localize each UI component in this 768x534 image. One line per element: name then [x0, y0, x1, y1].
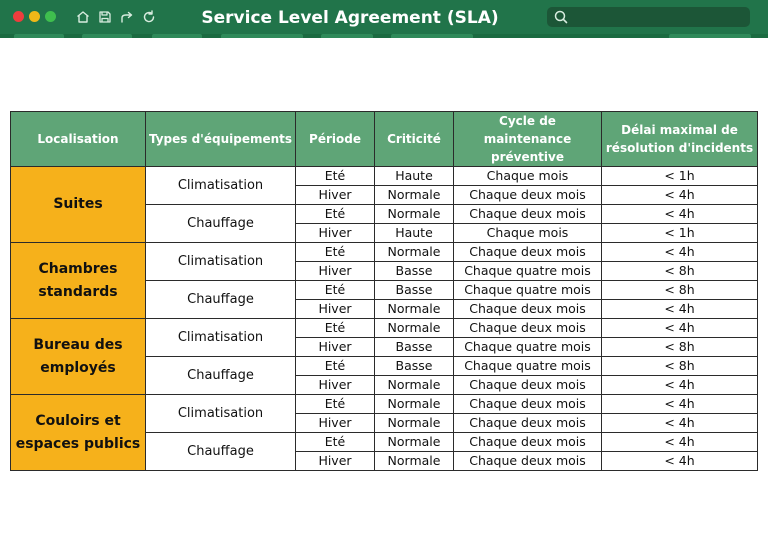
periode-cell: Hiver [296, 262, 375, 281]
periode-cell: Hiver [296, 224, 375, 243]
home-icon[interactable] [75, 9, 91, 25]
table-row [11, 243, 758, 262]
periode-cell: Eté [296, 243, 375, 262]
periode-cell: Hiver [296, 186, 375, 205]
periode-cell: Hiver [296, 300, 375, 319]
criticite-cell: Basse [375, 357, 454, 376]
cycle-cell: Chaque quatre mois [454, 338, 602, 357]
table-header-row [11, 112, 758, 167]
save-icon[interactable] [97, 9, 113, 25]
table-row [11, 167, 758, 186]
location-cell: Bureau des employés [11, 319, 146, 395]
cycle-cell: Chaque deux mois [454, 319, 602, 338]
periode-cell: Eté [296, 281, 375, 300]
delai-cell: < 4h [602, 300, 758, 319]
header-cycle-maintenance: Cycle de maintenance préventive [454, 112, 602, 167]
criticite-cell: Normale [375, 395, 454, 414]
close-window-button[interactable] [13, 11, 24, 22]
periode-cell: Eté [296, 205, 375, 224]
location-cell: Chambres standards [11, 243, 146, 319]
criticite-cell: Normale [375, 300, 454, 319]
cycle-cell: Chaque quatre mois [454, 357, 602, 376]
cycle-cell: Chaque deux mois [454, 414, 602, 433]
header-types-equipements: Types d'équipements [146, 112, 296, 167]
header-delai-resolution: Délai maximal de résolution d'incidents [602, 112, 758, 167]
equipment-type-cell: Chauffage [146, 281, 296, 319]
delai-cell: < 4h [602, 205, 758, 224]
delai-cell: < 4h [602, 433, 758, 452]
equipment-type-cell: Climatisation [146, 243, 296, 281]
criticite-cell: Normale [375, 376, 454, 395]
ribbon-tab[interactable] [221, 34, 303, 38]
periode-cell: Hiver [296, 452, 375, 471]
equipment-type-cell: Climatisation [146, 167, 296, 205]
search-box[interactable] [547, 7, 750, 27]
criticite-cell: Normale [375, 433, 454, 452]
ribbon-tab[interactable] [14, 34, 64, 38]
cycle-cell: Chaque deux mois [454, 300, 602, 319]
cycle-cell: Chaque mois [454, 167, 602, 186]
maximize-window-button[interactable] [45, 11, 56, 22]
cycle-cell: Chaque deux mois [454, 433, 602, 452]
header-criticite: Criticité [375, 112, 454, 167]
equipment-type-cell: Climatisation [146, 319, 296, 357]
location-cell: Suites [11, 167, 146, 243]
refresh-icon[interactable] [141, 9, 157, 25]
periode-cell: Eté [296, 433, 375, 452]
ribbon-tab[interactable] [391, 34, 473, 38]
cycle-cell: Chaque deux mois [454, 243, 602, 262]
delai-cell: < 8h [602, 357, 758, 376]
equipment-type-cell: Climatisation [146, 395, 296, 433]
window-title: Service Level Agreement (SLA) [201, 8, 499, 28]
ribbon-tab[interactable] [321, 34, 373, 38]
delai-cell: < 8h [602, 338, 758, 357]
table-row [11, 395, 758, 414]
cycle-cell: Chaque deux mois [454, 205, 602, 224]
criticite-cell: Normale [375, 243, 454, 262]
delai-cell: < 4h [602, 376, 758, 395]
criticite-cell: Basse [375, 281, 454, 300]
criticite-cell: Normale [375, 186, 454, 205]
sla-table [10, 111, 758, 471]
ribbon-tab[interactable] [82, 34, 132, 38]
delai-cell: < 1h [602, 224, 758, 243]
cycle-cell: Chaque deux mois [454, 376, 602, 395]
criticite-cell: Normale [375, 452, 454, 471]
periode-cell: Hiver [296, 338, 375, 357]
delai-cell: < 4h [602, 319, 758, 338]
criticite-cell: Normale [375, 414, 454, 433]
ribbon-tab[interactable] [669, 34, 751, 38]
location-cell: Couloirs et espaces publics [11, 395, 146, 471]
cycle-cell: Chaque deux mois [454, 395, 602, 414]
header-localisation: Localisation [11, 112, 146, 167]
criticite-cell: Basse [375, 262, 454, 281]
equipment-type-cell: Chauffage [146, 433, 296, 471]
periode-cell: Eté [296, 395, 375, 414]
criticite-cell: Basse [375, 338, 454, 357]
periode-cell: Eté [296, 319, 375, 338]
cycle-cell: Chaque deux mois [454, 452, 602, 471]
delai-cell: < 1h [602, 167, 758, 186]
delai-cell: < 8h [602, 262, 758, 281]
title-bar [0, 0, 768, 38]
periode-cell: Eté [296, 357, 375, 376]
periode-cell: Hiver [296, 414, 375, 433]
criticite-cell: Haute [375, 167, 454, 186]
share-icon[interactable] [119, 9, 135, 25]
criticite-cell: Haute [375, 224, 454, 243]
ribbon-tab[interactable] [152, 34, 202, 38]
delai-cell: < 4h [602, 452, 758, 471]
delai-cell: < 4h [602, 186, 758, 205]
table-row [11, 319, 758, 338]
delai-cell: < 4h [602, 414, 758, 433]
cycle-cell: Chaque mois [454, 224, 602, 243]
cycle-cell: Chaque quatre mois [454, 281, 602, 300]
periode-cell: Eté [296, 167, 375, 186]
minimize-window-button[interactable] [29, 11, 40, 22]
delai-cell: < 4h [602, 395, 758, 414]
cycle-cell: Chaque quatre mois [454, 262, 602, 281]
header-periode: Période [296, 112, 375, 167]
delai-cell: < 8h [602, 281, 758, 300]
periode-cell: Hiver [296, 376, 375, 395]
equipment-type-cell: Chauffage [146, 205, 296, 243]
search-icon [553, 9, 569, 25]
equipment-type-cell: Chauffage [146, 357, 296, 395]
cycle-cell: Chaque deux mois [454, 186, 602, 205]
criticite-cell: Normale [375, 319, 454, 338]
criticite-cell: Normale [375, 205, 454, 224]
delai-cell: < 4h [602, 243, 758, 262]
